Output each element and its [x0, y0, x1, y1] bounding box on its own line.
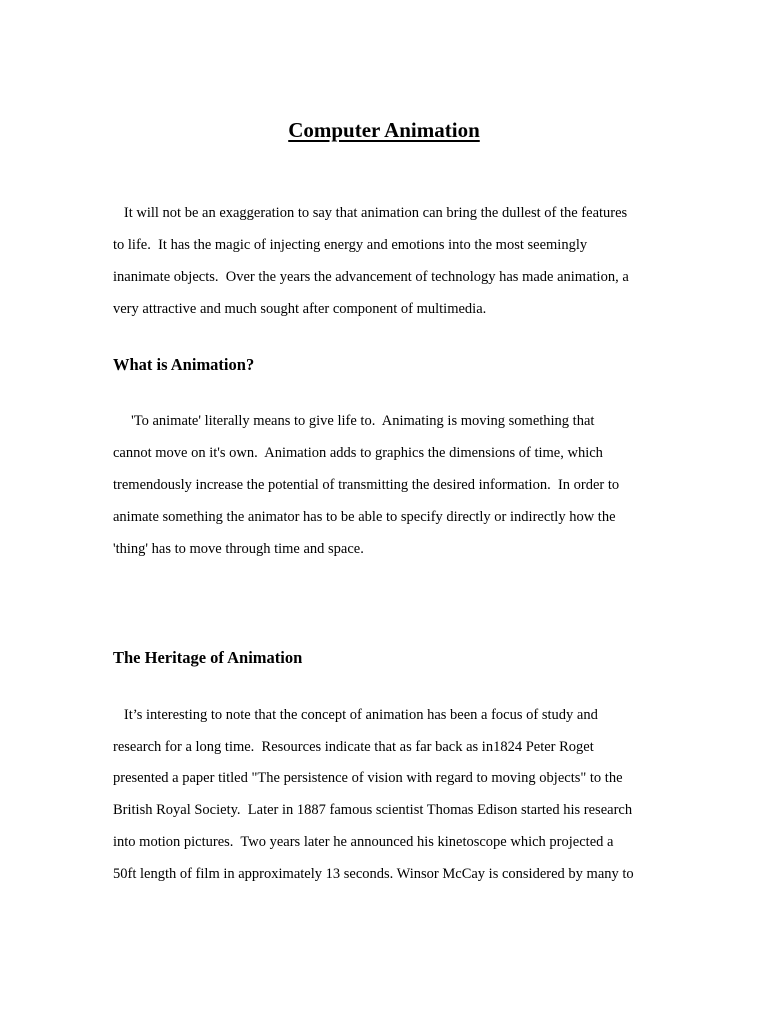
- text-line: animate something the animator has to be able to specify directly or indirectly how the: [113, 509, 616, 525]
- text-line: tremendously increase the potential of transmitting the desired information. In order to: [113, 477, 620, 493]
- text-line: 'thing' has to move through time and space.: [113, 541, 364, 557]
- section-heading-what-is-animation: What is Animation?: [113, 355, 255, 374]
- text-line: very attractive and much sought after component of multimedia.: [113, 301, 487, 317]
- text-line: 'To animate' literally means to give life to. Animating is moving something that: [113, 413, 595, 429]
- text-line: to life. It has the magic of injecting energy and emotions into the most seemingly: [113, 237, 588, 253]
- text-line: It will not be an exaggeration to say that animation can bring the dullest of the features: [113, 205, 628, 221]
- text-line: 50ft length of film in approximately 13 seconds. Winsor McCay is considered by many to: [113, 866, 634, 882]
- document-title: Computer Animation: [288, 118, 480, 142]
- text-line: British Royal Society. Later in 1887 famous scientist Thomas Edison started his research: [113, 802, 633, 818]
- text-line: inanimate objects. Over the years the advancement of technology has made animation, a: [113, 269, 629, 285]
- section-heading-heritage-of-animation: The Heritage of Animation: [113, 648, 303, 667]
- text-line: into motion pictures. Two years later he announced his kinetoscope which projected a: [113, 834, 614, 850]
- text-line: presented a paper titled "The persistence of vision with regard to moving objects" to the: [113, 770, 623, 786]
- text-line: cannot move on it's own. Animation adds to graphics the dimensions of time, which: [113, 445, 603, 461]
- text-line: It’s interesting to note that the concept of animation has been a focus of study and: [113, 707, 598, 723]
- text-line: research for a long time. Resources indicate that as far back as in1824 Peter Roget: [113, 739, 594, 755]
